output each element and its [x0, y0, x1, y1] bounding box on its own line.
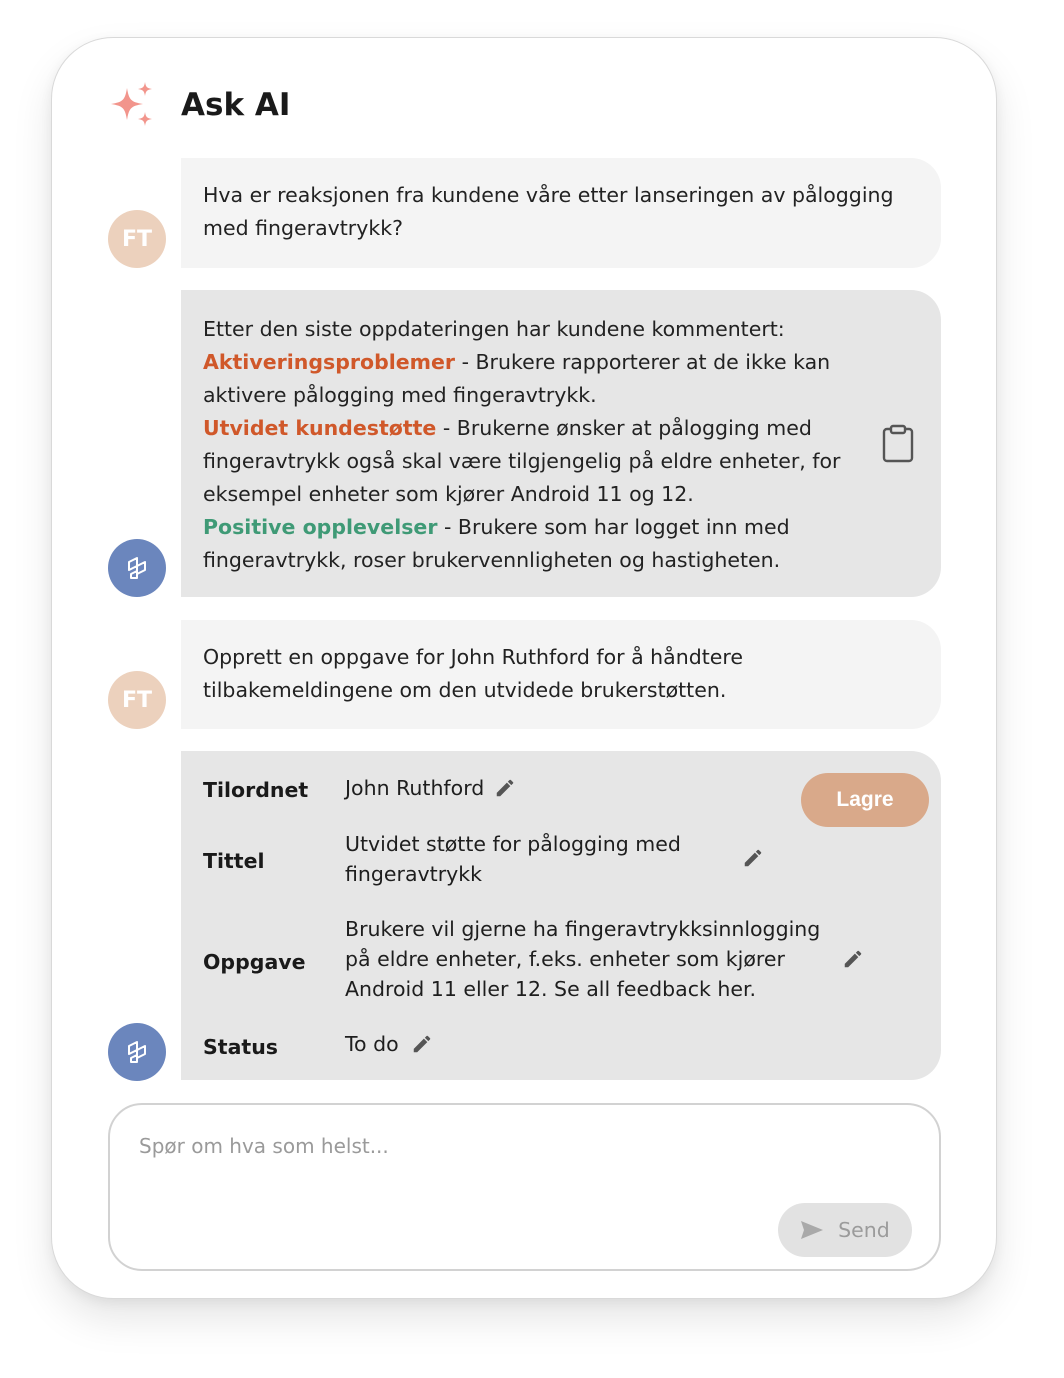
task-value-status: To do [345, 1032, 399, 1056]
send-icon [800, 1220, 824, 1240]
task-value-assignee: John Ruthford [345, 776, 485, 800]
pencil-icon[interactable] [742, 847, 764, 869]
feedback-item [203, 412, 843, 511]
user-message [181, 620, 941, 729]
ai-message [181, 290, 941, 597]
feedback-item-text: - Brukere rapporterer at de ikke kan aktivere pålogging med fingeravtrykk. [203, 350, 831, 407]
sparkle-icon [105, 80, 157, 132]
ai-avatar [108, 1023, 166, 1081]
bot-logo-icon [123, 554, 151, 582]
feedback-item-title: Aktiveringsproblemer [203, 350, 456, 374]
ai-message-intro: Etter den siste oppdateringen har kundene kommentert: [203, 317, 785, 341]
save-button[interactable]: Lagre [801, 773, 929, 827]
task-value-title: Utvidet støtte for pålogging med fingeravtrykk [345, 832, 681, 886]
clipboard-icon[interactable] [881, 424, 915, 464]
bot-logo-icon [123, 1038, 151, 1066]
user-avatar [108, 671, 166, 729]
feedback-item [203, 511, 843, 577]
feedback-item-text: - Brukerne ønsker at pålogging med fingeravtrykk også skal være tilgjengelig på eldre enheter, for eksempel enheter som kjører Android 11 og 12. [203, 416, 841, 506]
user-message [181, 158, 941, 268]
message-input[interactable] [137, 1133, 781, 1159]
message-composer [108, 1103, 941, 1271]
send-button-label: Send [838, 1218, 890, 1242]
user-initials: FT [121, 226, 153, 252]
user-message-text: Hva er reaksjonen fra kundene våre etter lanseringen av pålogging med fingeravtrykk? [203, 183, 894, 240]
pencil-icon[interactable] [494, 777, 516, 799]
feedback-item-title: Positive opplevelser [203, 515, 438, 539]
feedback-item-title: Utvidet kundestøtte [203, 416, 437, 440]
user-initials: FT [121, 687, 153, 713]
user-message-text: Opprett en oppgave for John Ruthford for å håndtere tilbakemeldingene om den utvidede brukerstøtten. [203, 645, 743, 702]
task-label-assignee: Tilordnet [203, 778, 309, 802]
task-value-description: Brukere vil gjerne ha fingeravtrykksinnlogging på eldre enheter, f.eks. enheter som kjører Android 11 eller 12. Se all feedback her. [345, 917, 821, 1001]
ai-avatar [108, 539, 166, 597]
send-button[interactable] [778, 1203, 912, 1257]
feedback-item [203, 346, 843, 412]
ai-message-body [203, 313, 843, 577]
page-title: Ask AI [181, 87, 291, 123]
task-label-description: Oppgave [203, 950, 306, 974]
task-card [181, 751, 941, 1080]
pencil-icon[interactable] [411, 1033, 433, 1055]
user-avatar [108, 210, 166, 268]
feedback-item-text: - Brukere som har logget inn med fingeravtrykk, roser brukervennligheten og hastigheten. [203, 515, 790, 572]
pencil-icon[interactable] [842, 948, 864, 970]
task-label-title: Tittel [203, 849, 265, 873]
task-label-status: Status [203, 1035, 278, 1059]
